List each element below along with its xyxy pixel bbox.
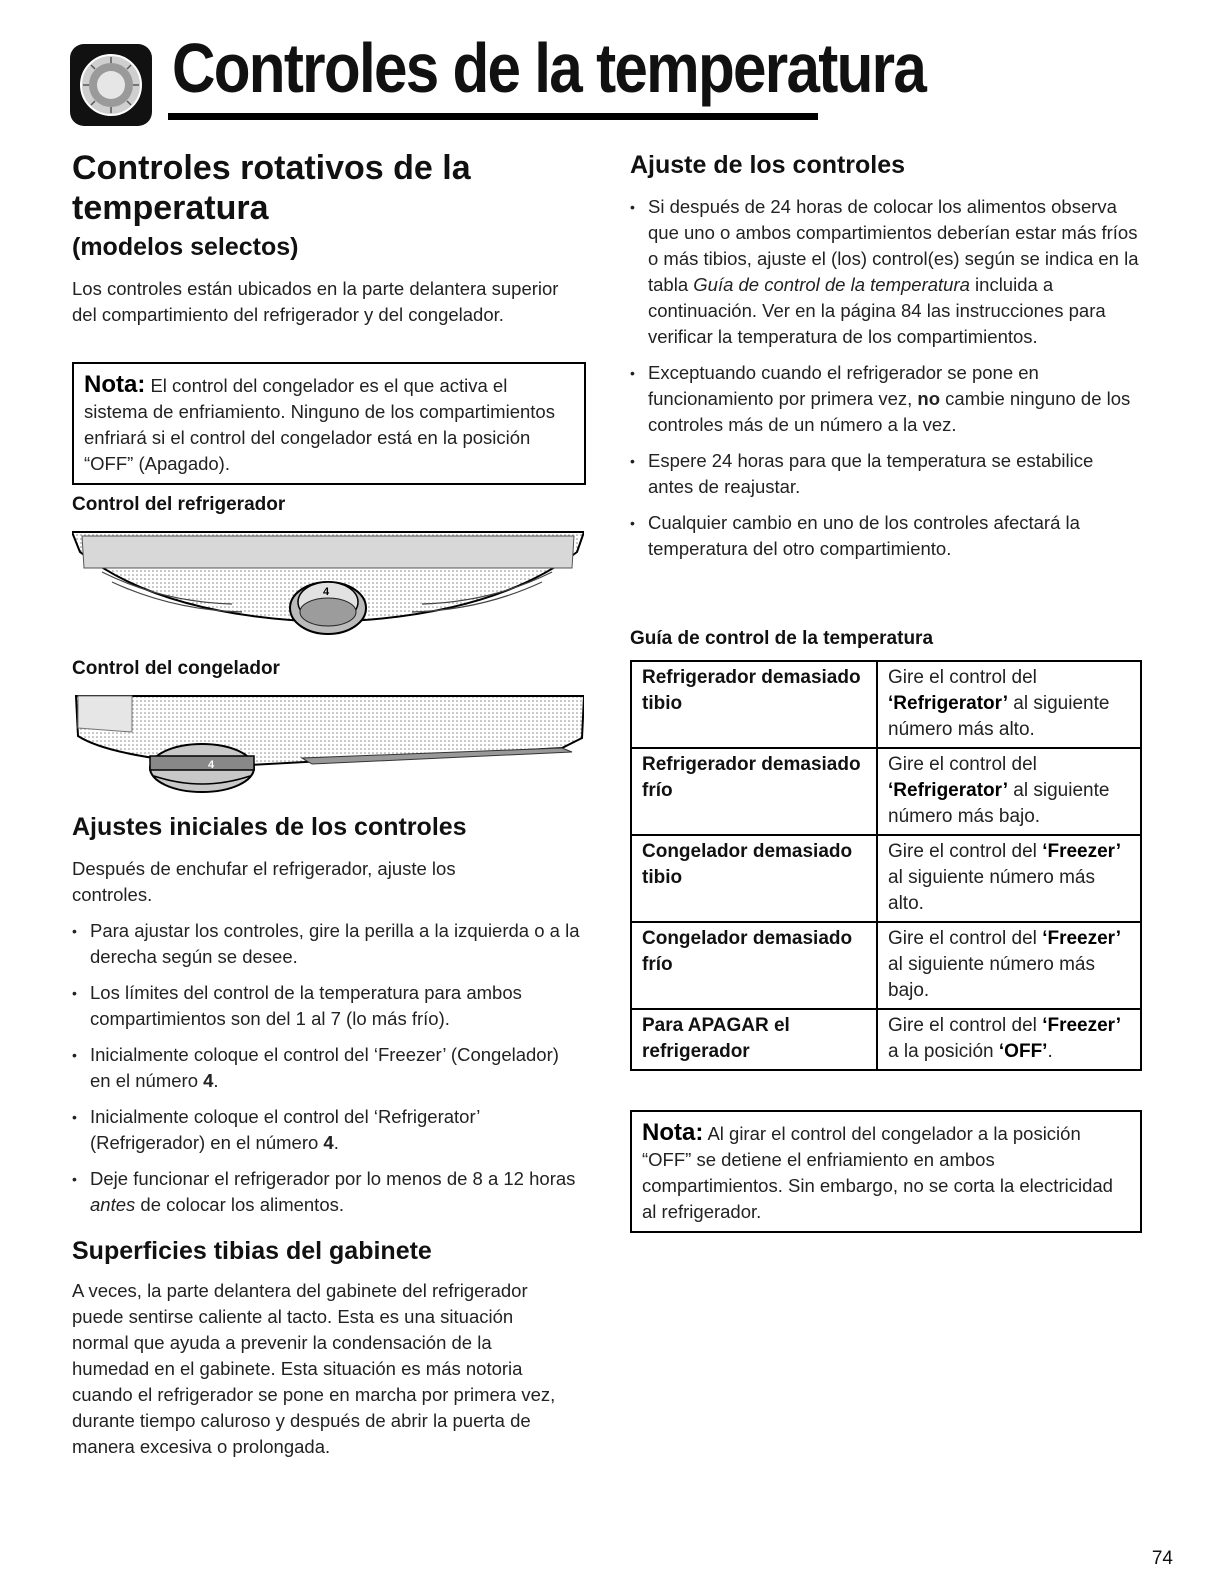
table-row: Para APAGAR el refrigerador Gire el control del ‘Freezer’ a la posición ‘OFF’. — [631, 1009, 1141, 1070]
initial-settings-title: Ajustes iniciales de los controles — [72, 813, 467, 841]
note-label: Nota: — [642, 1119, 704, 1146]
fridge-dial-number: 4 — [323, 586, 330, 598]
table-row: Refrigerador demasiado tibio Gire el control del ‘Refrigerator’ al siguiente número más alto. — [631, 661, 1141, 748]
list-item: • Inicialmente coloque el control del ‘Refrigerator’ (Refrigerador) en el número 4. — [72, 1104, 584, 1156]
note-box-freezer — [72, 362, 586, 485]
fridge-control-caption: Control del refrigerador — [72, 494, 286, 515]
title-underline — [168, 113, 818, 120]
page-number: 74 — [1151, 1548, 1173, 1569]
page-title: Controles de la temperatura — [172, 29, 926, 107]
list-item: • Exceptuando cuando el refrigerador se pone en funcionamiento por primera vez, no cambie ninguno de los controles más de un número a la vez. — [630, 360, 1140, 438]
note-text: Al girar el control del congelador a la posición “OFF” se detiene el enfriamiento en ambos compartimientos. Sin embargo, no se corta la electricidad al refrigerador. — [642, 1123, 1113, 1222]
list-item: • Espere 24 horas para que la temperatura se estabilice antes de reajustar. — [630, 448, 1140, 500]
warm-surfaces-text: A veces, la parte delantera del gabinete del refrigerador puede sentirse caliente al tacto. Esta es una situación normal que ayuda a prevenir la condensación de la humedad en el gabinete. Esta situación es más notoria cuando el refrigerador se pone en marcha por primera vez, durante tiempo caluroso y después de abrir la puerta de manera excesiva o prolongada. — [72, 1280, 556, 1457]
section-subtitle: (modelos selectos) — [72, 233, 299, 261]
freezer-control-caption: Control del congelador — [72, 658, 280, 679]
section-title-line2: temperatura — [72, 189, 269, 227]
table-row: Refrigerador demasiado frío Gire el control del ‘Refrigerator’ al siguiente número más bajo. — [631, 748, 1141, 835]
section-title-line1: Controles rotativos de la — [72, 149, 471, 187]
table-row: Congelador demasiado frío Gire el control del ‘Freezer’ al siguiente número más bajo. — [631, 922, 1141, 1009]
fridge-control-illustration — [72, 522, 584, 640]
warm-surfaces-title: Superficies tibias del gabinete — [72, 1237, 432, 1265]
note-text: El control del congelador es el que activa el sistema de enfriamiento. Ninguno de los compartimientos enfriará si el control del congelador está en la posición “OFF” (Apagado). — [84, 375, 555, 474]
list-item: • Cualquier cambio en uno de los controles afectará la temperatura del otro compartimiento. — [630, 510, 1140, 562]
table-caption: Guía de control de la temperatura — [630, 628, 934, 649]
table-row: Congelador demasiado tibio Gire el control del ‘Freezer’ al siguiente número más alto. — [631, 835, 1141, 922]
list-item: • Si después de 24 horas de colocar los alimentos observa que uno o ambos compartimientos deberían estar más fríos o más tibios, ajuste el (los) control(es) según se indica en la tabla Guía de control de la temperatura incluida a continuación. Ver en la página 84 las instrucciones para verificar la temperatura de los compartimientos. — [630, 194, 1140, 350]
section-warm-surfaces — [72, 1236, 562, 1460]
freezer-dial-number: 4 — [208, 759, 215, 771]
list-item: • Para ajustar los controles, gire la perilla a la izquierda o a la derecha según se desee. — [72, 918, 584, 970]
list-item: • Deje funcionar el refrigerador por lo menos de 8 a 12 horas antes de colocar los alimentos. — [72, 1166, 584, 1218]
section-adjust-controls — [630, 150, 1140, 572]
note-label: Nota: — [84, 371, 146, 398]
freezer-control-illustration — [72, 688, 584, 796]
list-item: • Inicialmente coloque el control del ‘Freezer’ (Congelador) en el número 4. — [72, 1042, 584, 1094]
section-initial-settings — [72, 812, 584, 1228]
temperature-dial-icon — [70, 44, 152, 126]
section-intro: Los controles están ubicados en la parte delantera superior del compartimiento del refrigerador y del congelador. — [72, 278, 559, 325]
initial-settings-intro: Después de enchufar el refrigerador, ajuste los controles. — [72, 858, 456, 905]
section-rotary-controls — [72, 148, 592, 328]
note-box-off — [630, 1110, 1142, 1233]
list-item: • Los límites del control de la temperatura para ambos compartimientos son del 1 al 7 (lo más frío). — [72, 980, 584, 1032]
temperature-guide-table — [630, 660, 1142, 1071]
adjust-controls-title: Ajuste de los controles — [630, 151, 906, 179]
